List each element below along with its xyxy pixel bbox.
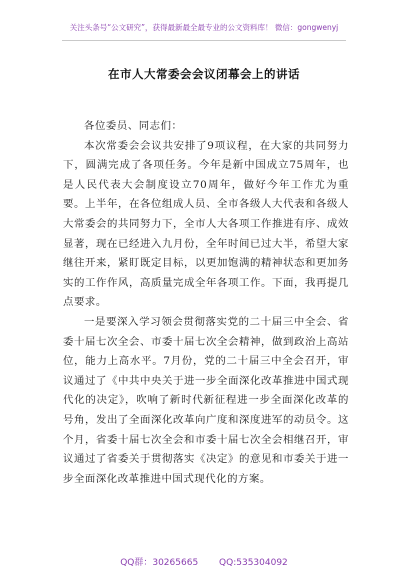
footer-contact: [0, 555, 408, 568]
salutation: 各位委员、同志们：: [84, 120, 183, 132]
header-banner: 关注头条号“公文研究”，获得最新最全最专业的公文资料库！ 微信：gongwenyj: [69, 23, 339, 32]
document-title: 在市人大常委会会议闭幕会上的讲话: [108, 67, 300, 81]
header-divider: [62, 40, 346, 41]
footer-qq-group: QQ群：30265665: [120, 558, 199, 568]
footer-qq-number: QQ:535304092: [219, 558, 288, 568]
paragraph-2: 一是要深入学习领会贯彻落实党的二十届三中全会、省委十届七次全会、市委十届七次全会精神，做到政治上高站位，能力上高水平。7月份，党的二十届三中全会召开，审议通过了《中共中央关于进一步全面深化改革推进中国式现代化的决定》，吹响了新时代新征程进一步全面深化改革的号角，发出了全面深化改革向广度和深度进军的动员令。这个月，省委十届七次全会和市委十届七次全会相继召开，审议通过了省委关于贯彻落实《决定》的意见和市委关于进一步全面深化改革推进中国式现代化的方案。: [63, 315, 349, 485]
document-body: [63, 117, 349, 489]
paragraph-1: 本次常委会会议共安排了9项议程，在大家的共同努力下，圆满完成了各项任务。今年是新中国成立75周年，也是人民代表大会制度设立70周年，做好今年工作尤为重要。上半年，在各位组成人员、全市各级人大代表和各级人大常委会的共同努力下，全市人大各项工作推进有序、成效显著，现在已经进入九月份，全年时间已过大半，希望大家继往开来，紧盯既定目标，以更加饱满的精神状态和更加务实的工作作风，高质量完成全年各项工作。下面，我再提几点要求。: [63, 139, 349, 309]
